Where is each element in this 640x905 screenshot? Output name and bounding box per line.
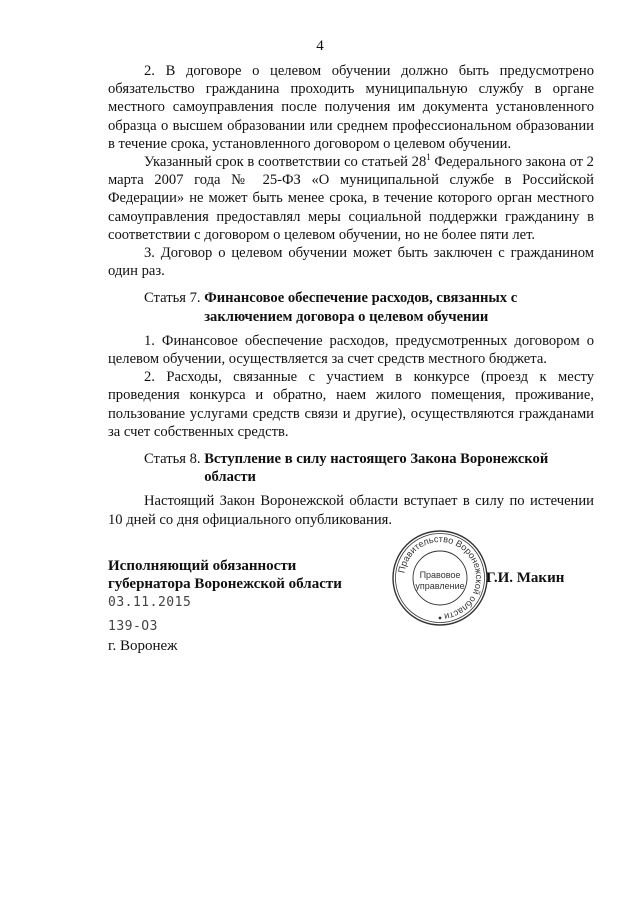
signature-block: [108, 557, 594, 655]
article-7-paragraph-2: 2. Расходы, связанные с участием в конкурсе (проезд к месту проведения конкурса и обратно, наем жилого помещения, проживание, пользование услугами средств связи и другие), осуществляются гражданами за счет собственных средств.: [108, 369, 594, 440]
document-city: г. Воронеж: [108, 638, 178, 654]
superscript-one: 1: [426, 152, 431, 163]
document-date: 03.11.2015: [108, 595, 192, 610]
seal-center-line2: управление: [415, 581, 465, 591]
signatory-name: Г.И. Макин: [486, 570, 565, 586]
article-7-heading: [108, 289, 594, 325]
paragraph-once: 3. Договор о целевом обучении может быть заключен с гражданином один раз.: [108, 245, 594, 280]
article-8-title-line1: Вступление в силу настоящего Закона Воронежской: [204, 451, 549, 468]
signatory-title-line1: Исполняющий обязанности: [108, 558, 297, 574]
article-8-title: [204, 450, 594, 486]
seal-center-line1: Правовое: [419, 570, 461, 580]
article-7-label: Статья 7.: [144, 290, 205, 307]
article-7-title-line2: заключением договора о целевом обучении: [204, 308, 489, 325]
article-8-label: Статья 8.: [144, 451, 205, 468]
article-8-paragraph-1: Настоящий Закон Воронежской области вступает в силу по истечении 10 дней со дня официального опубликования.: [108, 493, 594, 528]
paragraph-term: [108, 153, 594, 244]
page-number: 4: [316, 38, 324, 54]
article-7-title-line1: Финансовое обеспечение расходов, связанных с: [204, 290, 518, 307]
seal-ring-text: Правительство Воронежской области: [396, 533, 485, 622]
signatory-title-line2: губернатора Воронежской области: [108, 576, 342, 592]
document-body: [108, 62, 594, 529]
article-8-title-line2: области: [204, 469, 256, 486]
paragraph-term-end: Федерального закона от 2 марта 2007 года № 25-ФЗ «О муниципальной службе в Российской Федерации» не может быть менее срока, в течение которого орган местного самоуправления предоставлял меры социальной поддержки гражданину в соответствии с договором о целевом обучении, но не более пяти лет.: [108, 154, 594, 243]
article-7-paragraph-1: 1. Финансовое обеспечение расходов, предусмотренных договором о целевом обучении, осуществляется за счет средств местного бюджета.: [108, 332, 594, 368]
paragraph-contract-obligation: 2. В договоре о целевом обучении должно быть предусмотрено обязательство гражданина проходить муниципальную службу в органе местного самоуправления после получения им документа установленного образца о высшем образовании или среднем профессиональном образовании в течение срока, установленного договором о целевом обучении.: [108, 63, 594, 152]
paragraph-term-start: Указанный срок в соответствии со статьей 28: [144, 154, 427, 171]
article-7-title: [204, 289, 594, 325]
article-8-heading: [108, 450, 594, 486]
document-number: 139-ОЗ: [108, 619, 158, 634]
